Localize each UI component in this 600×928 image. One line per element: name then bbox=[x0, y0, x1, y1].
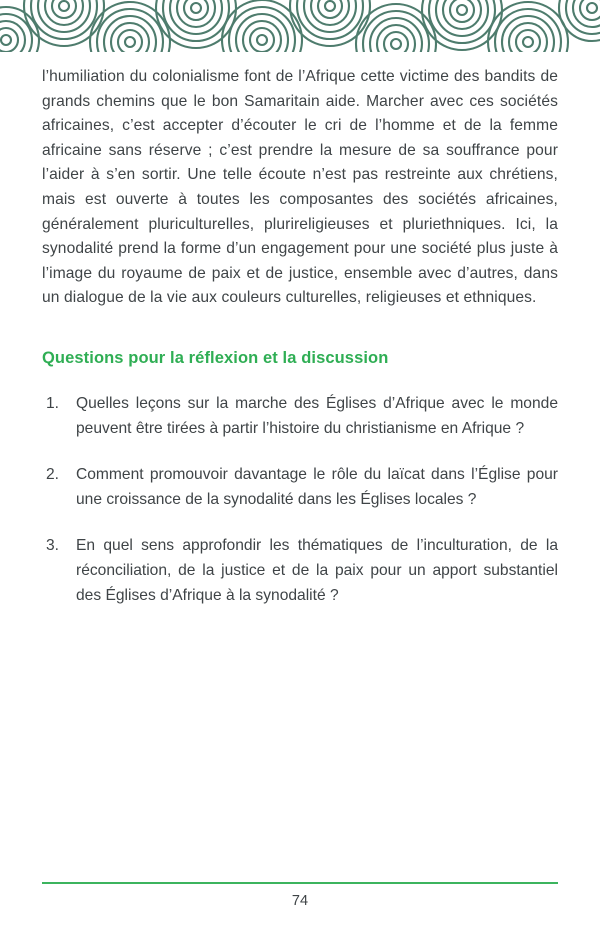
decorative-header bbox=[0, 0, 600, 52]
question-text: En quel sens approfondir les thématiques de l’inculturation, de la réconciliation, de la justice et de la paix pour un apport substantiel des Églises d’Afrique à la synodalité ? bbox=[76, 537, 558, 604]
footer-divider bbox=[42, 882, 558, 884]
page-content bbox=[0, 52, 600, 608]
question-item bbox=[46, 392, 558, 441]
concentric-circles-pattern-icon bbox=[0, 0, 600, 52]
question-item bbox=[46, 534, 558, 608]
question-item bbox=[46, 463, 558, 512]
section-heading: Questions pour la réflexion et la discussion bbox=[42, 348, 389, 367]
question-number: 3. bbox=[46, 537, 60, 555]
question-list bbox=[42, 392, 558, 608]
question-number: 1. bbox=[46, 394, 60, 412]
body-paragraph: l’humiliation du colonialisme font de l’Afrique cette victime des bandits de grands chemins que le bon Samaritain aide. Marcher avec ces sociétés africaines, c’est accepter d’écouter le cri de l’homme et de la femme africaine sans réserve ; c’est prendre la mesure de sa souffrance pour l’aider à s’en sortir. Une telle écoute n’est pas restreinte aux chrétiens, mais est ouverte à toutes les composantes des sociétés africaines, généralement pluriculturelles, plurireligieuses et pluriethniques. Ici, la synodalité prend la forme d’un engagement pour une société plus juste à l’image du royaume de paix et de justice, ensemble avec d’autres, dans un dialogue de la vie aux couleurs culturelles, religieuses et ethniques. bbox=[42, 68, 558, 307]
question-text: Comment promouvoir davantage le rôle du laïcat dans l’Église pour une croissance de la synodalité dans les Églises locales ? bbox=[76, 466, 558, 508]
page-footer bbox=[0, 882, 600, 928]
question-text: Quelles leçons sur la marche des Églises d’Afrique avec le monde peuvent être tirées à partir l’histoire du christianisme en Afrique ? bbox=[76, 394, 558, 437]
question-number: 2. bbox=[46, 466, 60, 484]
page-number: 74 bbox=[291, 893, 309, 909]
